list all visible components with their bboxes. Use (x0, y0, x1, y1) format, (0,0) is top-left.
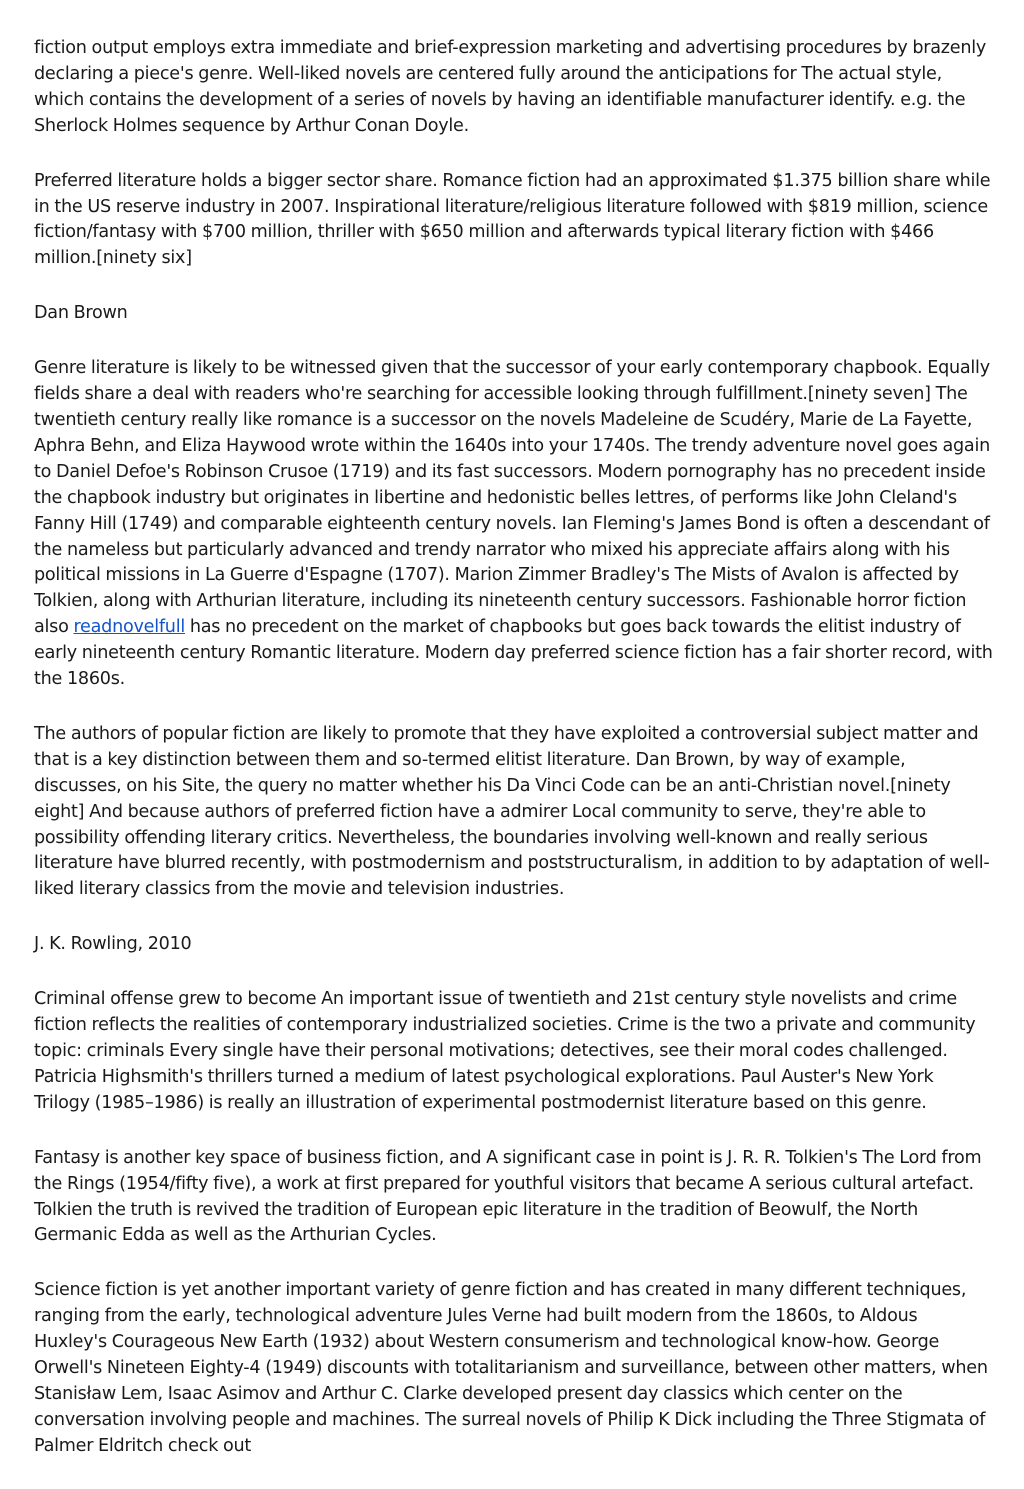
paragraph-science-fiction: Science fiction is yet another important variety of genre fiction and has created in many different techniques, ranging from the early, technological adventure Jules Verne had built modern from the 1860s, to Aldous Huxley's Courageous New Earth (1932) about Western consumerism and technological know-how. George Orwell's Nineteen Eighty-4 (1949) discounts with totalitarianism and surveillance, between other matters, when Stanisław Lem, Isaac Asimov and Arthur C. Clarke developed present day classics which center on the conversation involving people and machines. The surreal novels of Philip K Dick including the Three Stigmata of Palmer Eldritch check out (34, 1280, 988, 1456)
paragraph-crime-fiction: Criminal offense grew to become An important issue of twentieth and 21st century style novelists and crime fiction reflects the realities of contemporary industrialized societies. Crime is the two a private and community topic: criminals Every single have their personal motivations; detectives, see their moral codes challenged. Patricia Highsmith's thrillers turned a medium of latest psychological explorations. Paul Auster's New York Trilogy (1985–1986) is really an illustration of experimental postmodernist literature based on this genre. (34, 989, 976, 1113)
paragraph-genre-history-text-after: has no precedent on the market of chapbooks but goes back towards the elitist industry of early nineteenth century Romantic literature. Modern day preferred science fiction has a fair shorter record, with the 1860s. (34, 617, 993, 690)
readnovelfull-link[interactable]: readnovelfull (73, 617, 185, 638)
document-body (34, 36, 994, 1489)
image-caption-dan-brown: Dan Brown (34, 303, 128, 324)
paragraph-genre-history (34, 356, 994, 693)
paragraph-market-share: Preferred literature holds a bigger sector share. Romance fiction had an approximated $1.375 billion share while in the US reserve industry in 2007. Inspirational literature/religious literature followed with $819 million, science fiction/fantasy with $700 million, thriller with $650 million and afterwards typical literary fiction with $466 million.[ninety six] (34, 170, 991, 269)
image-caption-jk-rowling: J. K. Rowling, 2010 (34, 934, 192, 955)
paragraph-genre-history-text-before: Genre literature is likely to be witnessed given that the successor of your early contemporary chapbook. Equally fields share a deal with readers who're searching for accessible looking through fulfillment.[ninety seven] The twentieth century really like romance is a successor on the novels Madeleine de Scudéry, Marie de La Fayette, Aphra Behn, and Eliza Haywood wrote within the 1640s into your 1740s. The trendy adventure novel goes again to Daniel Defoe's Robinson Crusoe (1719) and its fast successors. Modern pornography has no precedent inside the chapbook industry but originates in libertine and hedonistic belles lettres, of performs like John Cleland's Fanny Hill (1749) and comparable eighteenth century novels. Ian Fleming's James Bond is often a descendant of the nameless but particularly advanced and trendy narrator who mixed his appreciate affairs along with his political missions in La Guerre d'Espagne (1707). Marion Zimmer Bradley's The Mists of Avalon is affected by Tolkien, along with Arthurian literature, including its nineteenth century successors. Fashionable horror fiction also (34, 358, 991, 638)
paragraph-popular-authors: The authors of popular fiction are likely to promote that they have exploited a controversial subject matter and that is a key distinction between them and so-termed elitist literature. Dan Brown, by way of example, discusses, on his Site, the query no matter whether his Da Vinci Code can be an anti-Christian novel.[ninety eight] And because authors of preferred fiction have a admirer Local community to serve, they're able to possibility offending literary critics. Nevertheless, the boundaries involving well-known and really serious literature have blurred recently, with postmodernism and poststructuralism, in addition to by adaptation of well-liked literary classics from the movie and television industries. (34, 723, 990, 900)
paragraph-genre-marketing: fiction output employs extra immediate and brief-expression marketing and advertising procedures by brazenly declaring a piece's genre. Well-liked novels are centered fully around the anticipations for The actual style, which contains the development of a series of novels by having an identifiable manufacturer identify. e.g. the Sherlock Holmes sequence by Arthur Conan Doyle. (34, 38, 987, 136)
paragraph-fantasy: Fantasy is another key space of business fiction, and A significant case in point is J. R. R. Tolkien's The Lord from the Rings (1954/fifty five), a work at first prepared for youthful visitors that became A serious cultural artefact. Tolkien the truth is revived the tradition of European epic literature in the tradition of Beowulf, the North Germanic Edda as well as the Arthurian Cycles. (34, 1147, 982, 1246)
